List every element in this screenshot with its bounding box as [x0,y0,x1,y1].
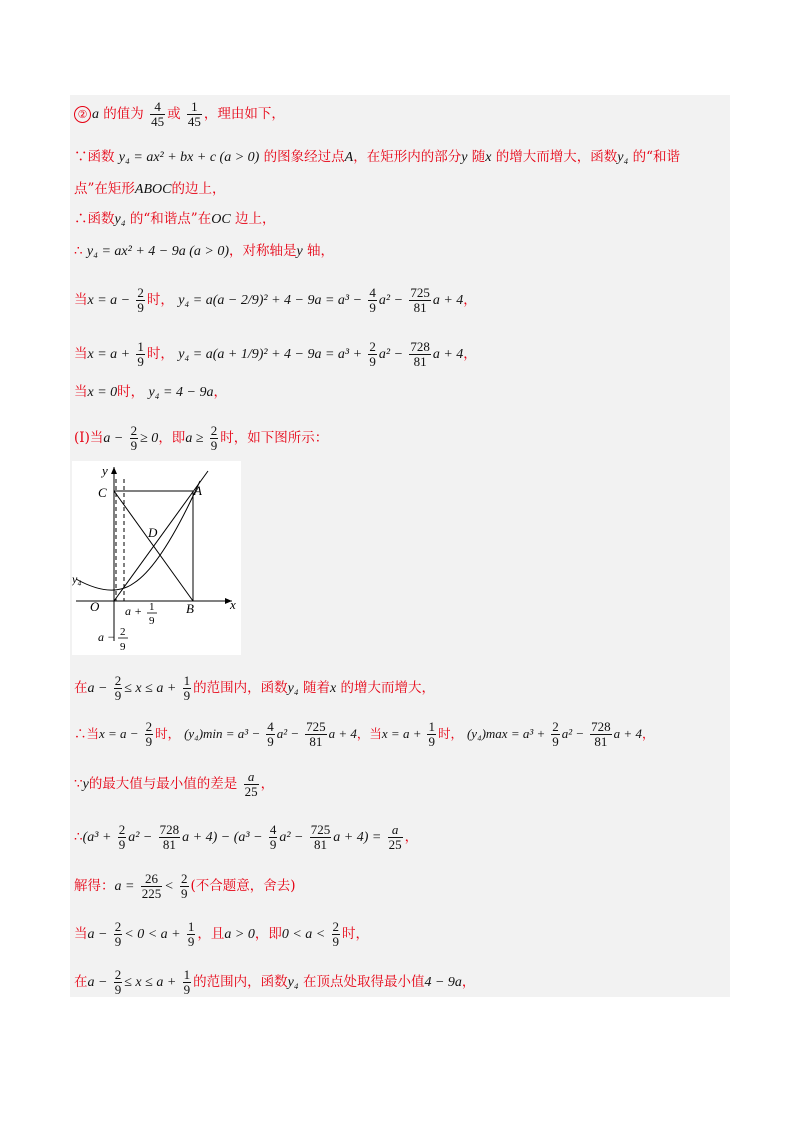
curve-y4-label: y₄ [72,572,82,586]
line-13: ∴(a³ + $\frac{2}{9}$ a² − $\frac{728}{81}$ a + 4) − (a³ − $\frac{4}{9}$ a² − $\frac{725}{81}$ a + 4) = $\frac{a}{25}$ ， [74,822,419,852]
a-minus-label: a − [98,630,116,644]
origin-label: O [90,599,100,614]
svg-text:2: 2 [120,626,126,638]
line-3: 点”在矩形ABOC的边上， [74,181,226,197]
line-2: ∵函数 y₄ = ax² + bx + c (a > 0) 的图象经过点A，在矩形内的部分y 随x 的增大而增大，函数y₄ 的“和谐 [74,149,681,165]
line-11: ∴当x = a − $\frac{2}{9}$ 时， (y₄)min = a³ − $\frac{4}{9}$ a² − $\frac{725}{81}$ a + 4，当x = a + $\frac{1}{9}$ 时， (y₄)max = a³ + $\frac{2}{9}$ a² − $\frac{728}{81}$ a + 4， [74,719,655,749]
line-9: (Ⅰ)当a − $\frac{2}{9}$ ≥ 0，即a ≥ $\frac{2}{9}$ 时，如下图所示： [74,423,329,453]
svg-text:9: 9 [149,615,155,627]
line-8: 当x = 0时， y₄ = 4 − 9a， [74,384,227,400]
fraction: $\frac{4}{45}$ [151,99,165,129]
line-1: ② a 的值为 $\frac{4}{45}$ 或 $\frac{1}{45}$ ，理由如下， [74,100,285,129]
parabola-y4 [76,481,200,590]
x-axis-label: x [230,597,236,612]
line-15: 当a − $\frac{2}{9}$ < 0 < a + $\frac{1}{9}$ ，且a > 0，即0 < a < $\frac{2}{9}$ 时， [74,919,370,949]
line-7: 当x = a + $\frac{1}{9}$ 时， y₄ = a(a + 1/9)² + 4 − 9a = a³ + $\frac{2}{9}$ a² − $\frac{728}{81}$ a + 4， [74,339,477,369]
function-graph-figure [72,461,241,655]
svg-text:1: 1 [149,601,155,613]
svg-text:9: 9 [120,641,126,653]
a-plus-label: a + [125,604,143,618]
point-A-label: A [194,483,202,498]
point-B-label: B [186,601,194,616]
point-C-label: C [98,485,107,500]
graph-svg [72,461,241,655]
y-axis-label: y [102,463,108,478]
point-D-label: D [148,525,158,540]
circled-number: ② [74,106,91,123]
line-5: ∴ y₄ = ax² + 4 − 9a (a > 0)，对称轴是y 轴， [74,243,335,259]
line-16: 在a − $\frac{2}{9}$ ≤ x ≤ a + $\frac{1}{9}$ 的范围内，函数y₄ 在顶点处取得最小值4 − 9a， [74,967,476,997]
line-12: ∵y的最大值与最小值的差是 $\frac{a}{25}$ ， [74,769,275,799]
line-6: 当x = a − $\frac{2}{9}$ 时， y₄ = a(a − 2/9)² + 4 − 9a = a³ − $\frac{4}{9}$ a² − $\frac{725}{81}$ a + 4， [74,285,477,315]
line-4: ∴函数y₄ 的“和谐点”在OC 边上， [74,211,276,227]
fraction: $\frac{1}{45}$ [187,99,201,129]
line-14: 解得：a = $\frac{26}{225}$ < $\frac{2}{9}$ (不合题意，舍去) [74,871,296,901]
line-10: 在a − $\frac{2}{9}$ ≤ x ≤ a + $\frac{1}{9}$ 的范围内，函数y₄ 随着x 的增大而增大， [74,673,435,703]
